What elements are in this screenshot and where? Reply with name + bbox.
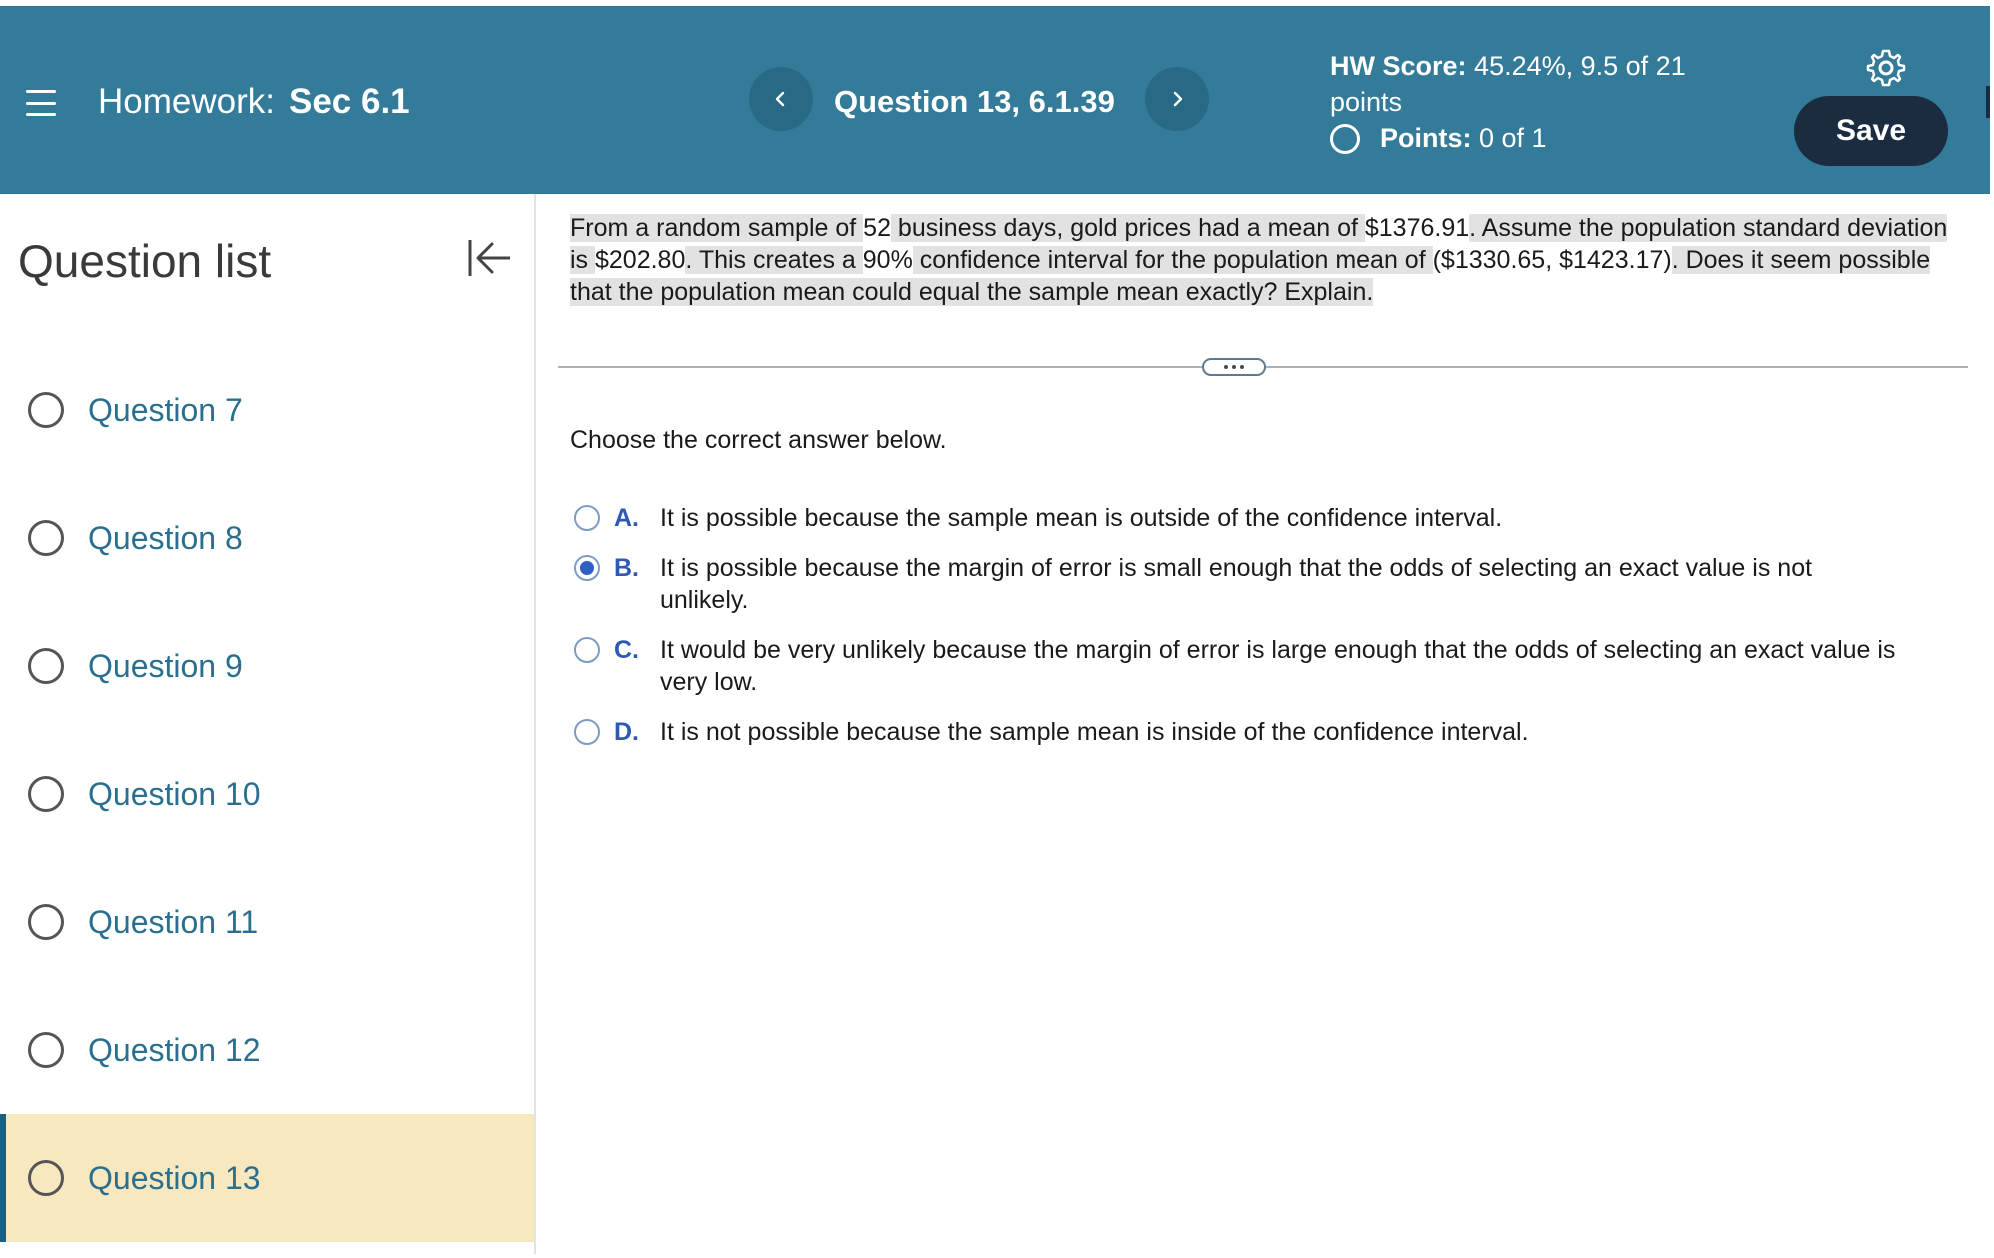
previous-question-button[interactable] <box>749 67 813 131</box>
question-list-label: Question 11 <box>88 903 259 940</box>
chevron-left-icon <box>771 89 791 109</box>
hamburger-menu-icon[interactable] <box>26 90 56 116</box>
question-list-item-11[interactable] <box>0 858 534 986</box>
question-list-label: Question 13 <box>88 1159 261 1196</box>
radio-option-d[interactable] <box>574 719 600 745</box>
answer-option-c[interactable] <box>574 634 1974 698</box>
radio-option-c[interactable] <box>574 637 600 663</box>
divider-expand-handle[interactable] <box>1202 358 1266 376</box>
gear-icon[interactable] <box>1866 48 1906 88</box>
question-text <box>570 212 1970 308</box>
chevron-right-icon <box>1167 89 1187 109</box>
option-text: It is not possible because the sample mean is inside of the confidence interval. <box>660 718 1529 746</box>
homework-label: Homework: <box>98 82 275 121</box>
points-row <box>1330 120 1730 156</box>
answer-option-d[interactable] <box>574 716 1974 748</box>
option-letter: B. <box>614 554 639 582</box>
hw-score-suffix: points <box>1330 87 1403 117</box>
hw-score-panel <box>1330 48 1730 156</box>
save-button[interactable]: Save <box>1794 96 1948 166</box>
option-letter: C. <box>614 636 639 664</box>
top-header <box>0 6 1990 194</box>
question-status-icon <box>28 648 64 684</box>
question-text-part: confidence interval for the population mean of <box>912 246 1433 274</box>
question-list-item-9[interactable] <box>0 602 534 730</box>
question-list-label: Question 9 <box>88 647 243 684</box>
question-list-title: Question list <box>18 235 272 287</box>
homework-section: Sec 6.1 <box>288 82 410 121</box>
question-value-interval: ($1330.65, $1423.17) <box>1432 246 1672 274</box>
question-status-icon <box>28 904 64 940</box>
hw-score-value: 45.24%, 9.5 of 21 <box>1474 51 1686 81</box>
question-value-std-dev: $202.80 <box>595 246 686 274</box>
question-list-item-10[interactable] <box>0 730 534 858</box>
option-text: It is possible because the margin of error is small enough that the odds of selecting an exact value is not unlikely. <box>660 554 1813 614</box>
option-text: It is possible because the sample mean is outside of the confidence interval. <box>660 504 1503 532</box>
hw-score-label: HW Score: <box>1330 51 1467 81</box>
question-list-item-7[interactable] <box>0 346 534 474</box>
radio-option-a[interactable] <box>574 505 600 531</box>
question-status-icon <box>28 520 64 556</box>
question-list-label: Question 8 <box>88 519 243 556</box>
points-label: Points: <box>1380 123 1472 153</box>
option-letter: A. <box>614 504 639 532</box>
points-status-icon <box>1330 124 1360 154</box>
question-text-part: . This creates a <box>685 246 863 274</box>
question-panel <box>538 194 1988 1254</box>
hw-score-line <box>1330 48 1730 84</box>
question-status-icon <box>28 1032 64 1068</box>
question-text-part: . Does it seem possible that the population mean could equal the sample mean exactly? Explain. <box>570 246 1931 306</box>
edge-handle[interactable] <box>1986 86 1990 118</box>
homework-title <box>98 82 410 122</box>
question-value-sample-size: 52 <box>863 214 891 242</box>
question-status-icon <box>28 1160 64 1196</box>
answer-option-b[interactable] <box>574 552 1974 616</box>
answer-options <box>574 502 1974 748</box>
question-list-label: Question 7 <box>88 391 243 428</box>
question-list-item-12[interactable] <box>0 986 534 1114</box>
collapse-sidebar-icon[interactable] <box>464 234 516 282</box>
points-value: 0 of 1 <box>1479 123 1547 153</box>
question-value-confidence: 90% <box>862 246 913 274</box>
question-value-mean: $1376.91 <box>1364 214 1470 242</box>
question-list-sidebar <box>0 194 536 1254</box>
option-text: It would be very unlikely because the margin of error is large enough that the odds of selecting an exact value is very low. <box>660 636 1896 696</box>
question-list-item-13[interactable] <box>0 1114 534 1242</box>
radio-selected-dot <box>580 561 594 575</box>
question-status-icon <box>28 776 64 812</box>
question-text-part: From a random sample of <box>570 214 864 242</box>
question-list-label: Question 12 <box>88 1031 261 1068</box>
next-question-button[interactable] <box>1145 67 1209 131</box>
answer-instruction: Choose the correct answer below. <box>570 426 947 454</box>
question-list-item-8[interactable] <box>0 474 534 602</box>
question-status-icon <box>28 392 64 428</box>
question-title: Question 13, 6.1.39 <box>834 84 1115 119</box>
question-list <box>0 346 534 1242</box>
question-list-label: Question 10 <box>88 775 261 812</box>
answer-option-a[interactable] <box>574 502 1974 534</box>
radio-option-b[interactable] <box>574 555 600 581</box>
question-text-part: business days, gold prices had a mean of <box>890 214 1365 242</box>
question-text-part: . Assume the population standard deviation is <box>570 214 1948 274</box>
option-letter: D. <box>614 718 639 746</box>
